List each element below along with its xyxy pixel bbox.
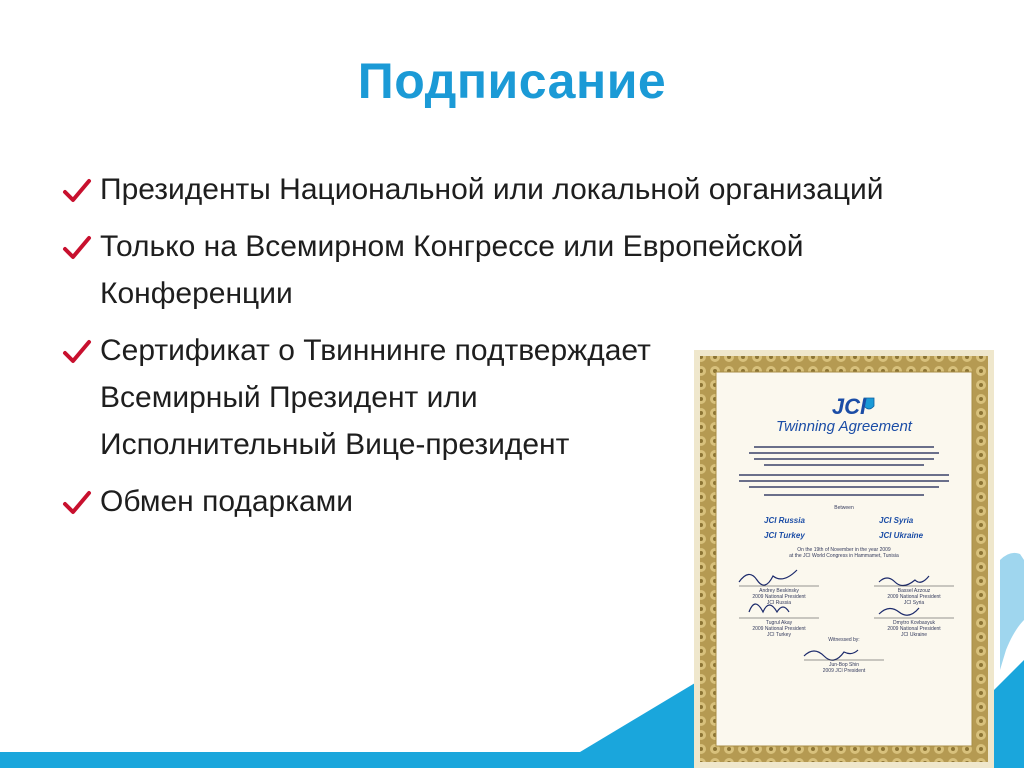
bullet-item (62, 166, 982, 213)
signer-name: Andrey Beskinsky (759, 588, 799, 594)
certificate-title: Twinning Agreement (776, 418, 912, 435)
certificate-image (694, 350, 994, 768)
witness-name: Jun-Bop Shin (828, 662, 860, 668)
signer-name: Tugrul Akay (765, 620, 793, 626)
signer-role: 2009 National President (887, 626, 941, 632)
certificate-party: JCI Turkey (764, 531, 805, 540)
checkmark-icon (62, 339, 92, 365)
bullet-text: Обмен подарками (100, 485, 354, 518)
signer-org: JCI Russia (766, 600, 792, 606)
slide-title: Подписание (357, 53, 667, 109)
checkmark-icon (62, 490, 92, 516)
signer-org: JCI Syria (903, 600, 925, 606)
certificate-logo: JCI (831, 394, 867, 419)
certificate-witness-label: Witnessed by: (828, 637, 860, 643)
bullet-item (62, 223, 982, 317)
certificate-signer (874, 620, 954, 638)
signer-role: 2009 National President (887, 594, 941, 600)
bullet-text: Сертификат о Твиннинге подтверждает Всемирный Президент или Исполнительный Вице-президент (100, 334, 651, 461)
certificate-party: JCI Syria (879, 516, 914, 525)
figure-silhouette (1000, 553, 1024, 670)
certificate-witness (804, 662, 884, 674)
certificate-date: On the 19th of November in the year 2009 (797, 547, 891, 553)
bullet-text: Только на Всемирном Конгрессе или Европейской Конференции (100, 230, 804, 310)
bullet-text: Президенты Национальной или локальной организаций (100, 173, 884, 206)
witness-role: 2009 JCI President (822, 668, 866, 674)
certificate-party: JCI Ukraine (879, 531, 924, 540)
checkmark-icon (62, 235, 92, 261)
signer-role: 2009 National President (752, 626, 806, 632)
signer-name: Bassel Azzouz (897, 588, 931, 594)
certificate-signer (739, 588, 819, 606)
right-blue-wedge (994, 660, 1024, 768)
signer-org: JCI Ukraine (900, 632, 928, 638)
certificate-signer (739, 620, 819, 638)
certificate-signer (874, 588, 954, 606)
certificate-party: JCI Russia (764, 516, 805, 525)
signer-name: Dmytro Kovbasyuk (893, 620, 935, 626)
signer-role: 2009 National President (752, 594, 806, 600)
certificate-venue: at the JCI World Congress in Hammamet, Tunisia (789, 553, 899, 559)
certificate-between: Between (834, 505, 854, 511)
checkmark-icon (62, 178, 92, 204)
bottom-right-wave (580, 680, 700, 768)
signer-org: JCI Turkey (767, 632, 791, 638)
